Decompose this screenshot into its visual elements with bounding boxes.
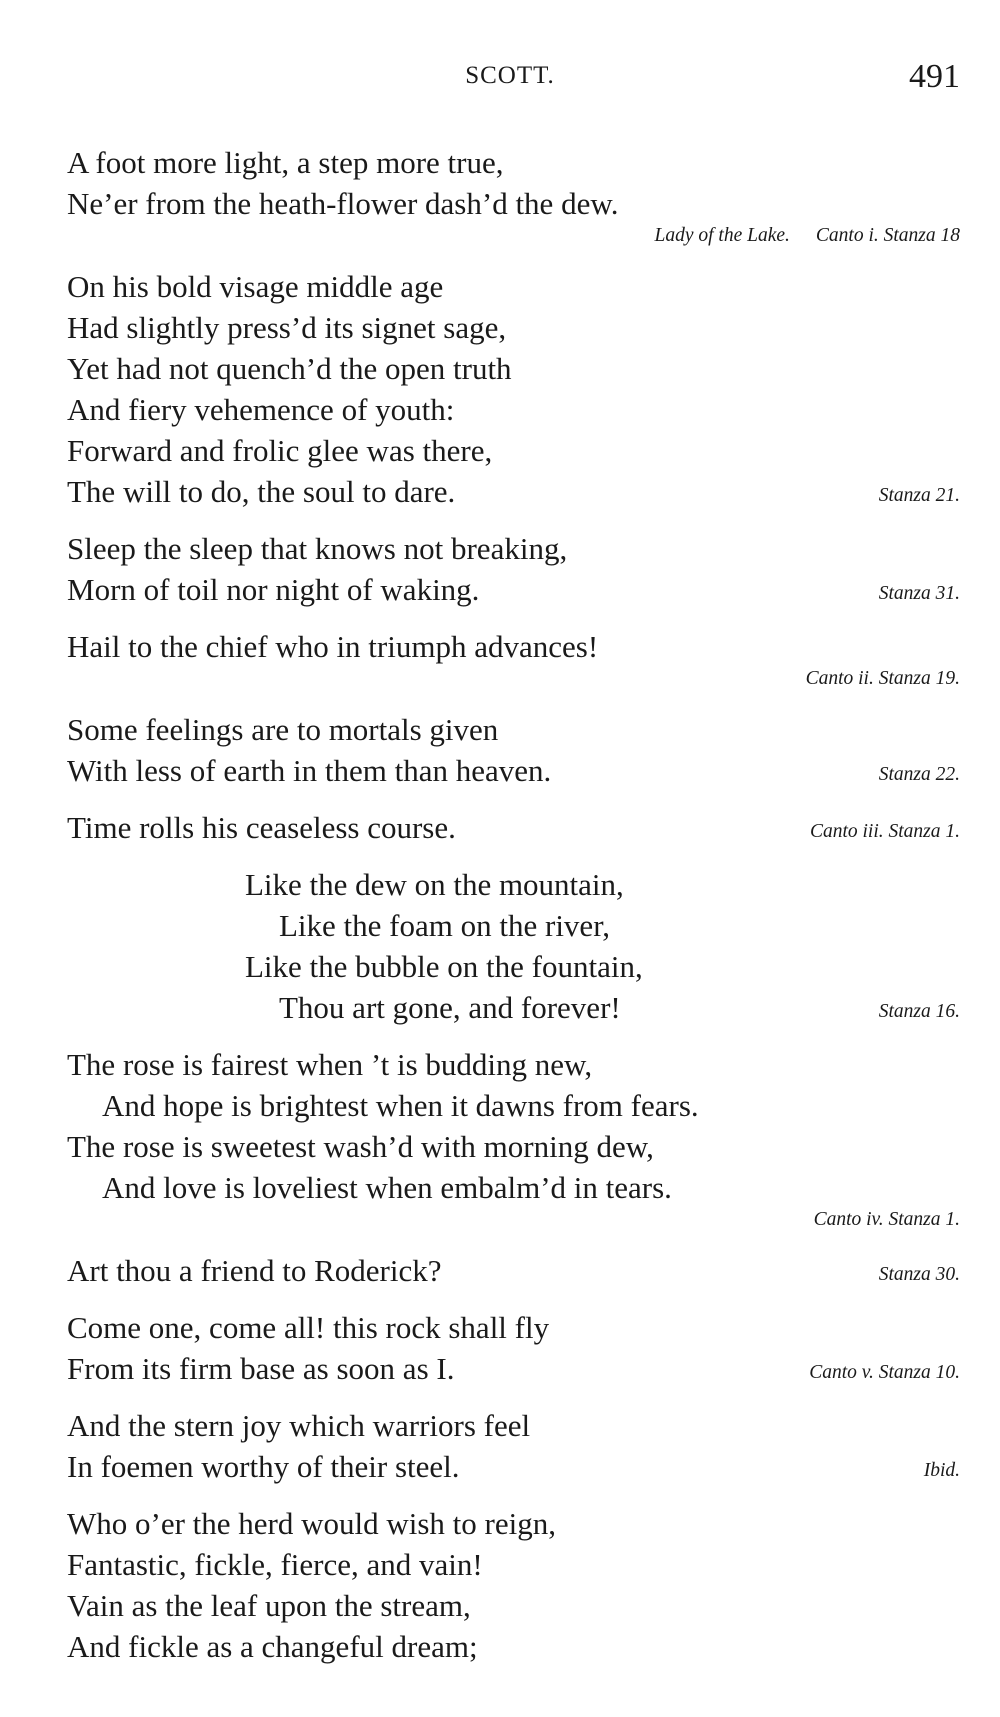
verse-line: And hope is brightest when it dawns from fears. [102,1088,699,1123]
quotation [67,807,960,848]
quotation [67,1405,960,1487]
quotation [67,528,960,610]
page-number: 491 [909,58,960,95]
verse-line: Art thou a friend to Roderick? [67,1253,442,1288]
verse-line: Had slightly press’d its signet sage, [67,310,507,345]
verse-line: Thou art gone, and forever! [279,990,621,1025]
quotation [67,1307,960,1389]
citation: Stanza 16. [878,1001,960,1022]
verse-line: Who o’er the herd would wish to reign, [67,1506,556,1541]
citation: Stanza 21. [878,485,960,506]
verse-line: Ne’er from the heath-flower dash’d the dew. [67,186,619,221]
verse-line: The rose is fairest when ’t is budding new, [67,1047,593,1082]
verse-line: Come one, come all! this rock shall fly [67,1310,550,1345]
verse-line: Forward and frolic glee was there, [67,433,493,468]
verse-line: Like the foam on the river, [279,908,611,943]
verse-line: Fantastic, fickle, fierce, and vain! [67,1547,483,1582]
verse-line: Hail to the chief who in triumph advances! [67,629,599,664]
quotation [67,626,960,693]
citation: Stanza 22. [878,764,960,785]
verse-line: On his bold visage middle age [67,269,444,304]
citation: Canto iii. Stanza 1. [809,821,960,842]
verse-line: Some feelings are to mortals given [67,712,499,747]
quotation [67,709,960,791]
citation [67,222,960,250]
quotation [67,142,960,250]
verse-line: Sleep the sleep that knows not breaking, [67,531,568,566]
verse-line: A foot more light, a step more true, [67,145,504,180]
verse-line: Morn of toil nor night of waking. [67,572,480,607]
citation: Stanza 30. [878,1264,960,1285]
quotation [67,1503,960,1667]
citation: Stanza 31. [878,583,960,604]
verse-line: Yet had not quench’d the open truth [67,351,512,386]
verse-line: The rose is sweetest wash’d with morning dew, [67,1129,654,1164]
quotation [67,266,960,512]
verse-line: And the stern joy which warriors feel [67,1408,531,1443]
citation: Canto ii. Stanza 19. [805,668,960,689]
citation-location: Canto i. Stanza 18 [815,225,960,246]
citation: Canto v. Stanza 10. [809,1362,960,1383]
citation-work: Lady of the Lake. [654,225,790,246]
verse-line: The will to do, the soul to dare. [67,474,456,509]
quotations [67,142,960,1683]
verse-line: Time rolls his ceaseless course. [67,810,456,845]
verse-line: Like the dew on the mountain, [245,867,624,902]
quotation [67,1250,960,1291]
verse-line: Vain as the leaf upon the stream, [67,1588,471,1623]
verse-line: Like the bubble on the fountain, [245,949,643,984]
running-head: SCOTT. [465,62,555,89]
verse-line: In foemen worthy of their steel. [67,1449,460,1484]
citation: Ibid. [923,1460,960,1481]
citation: Canto iv. Stanza 1. [813,1209,960,1230]
verse-line: From its firm base as soon as I. [67,1351,455,1386]
quotation [67,864,960,1028]
verse-line: And fiery vehemence of youth: [67,392,455,427]
verse-line: With less of earth in them than heaven. [67,753,552,788]
quotation [67,1044,960,1234]
verse-line: And fickle as a changeful dream; [67,1629,478,1664]
verse-line: And love is loveliest when embalm’d in tears. [102,1170,672,1205]
